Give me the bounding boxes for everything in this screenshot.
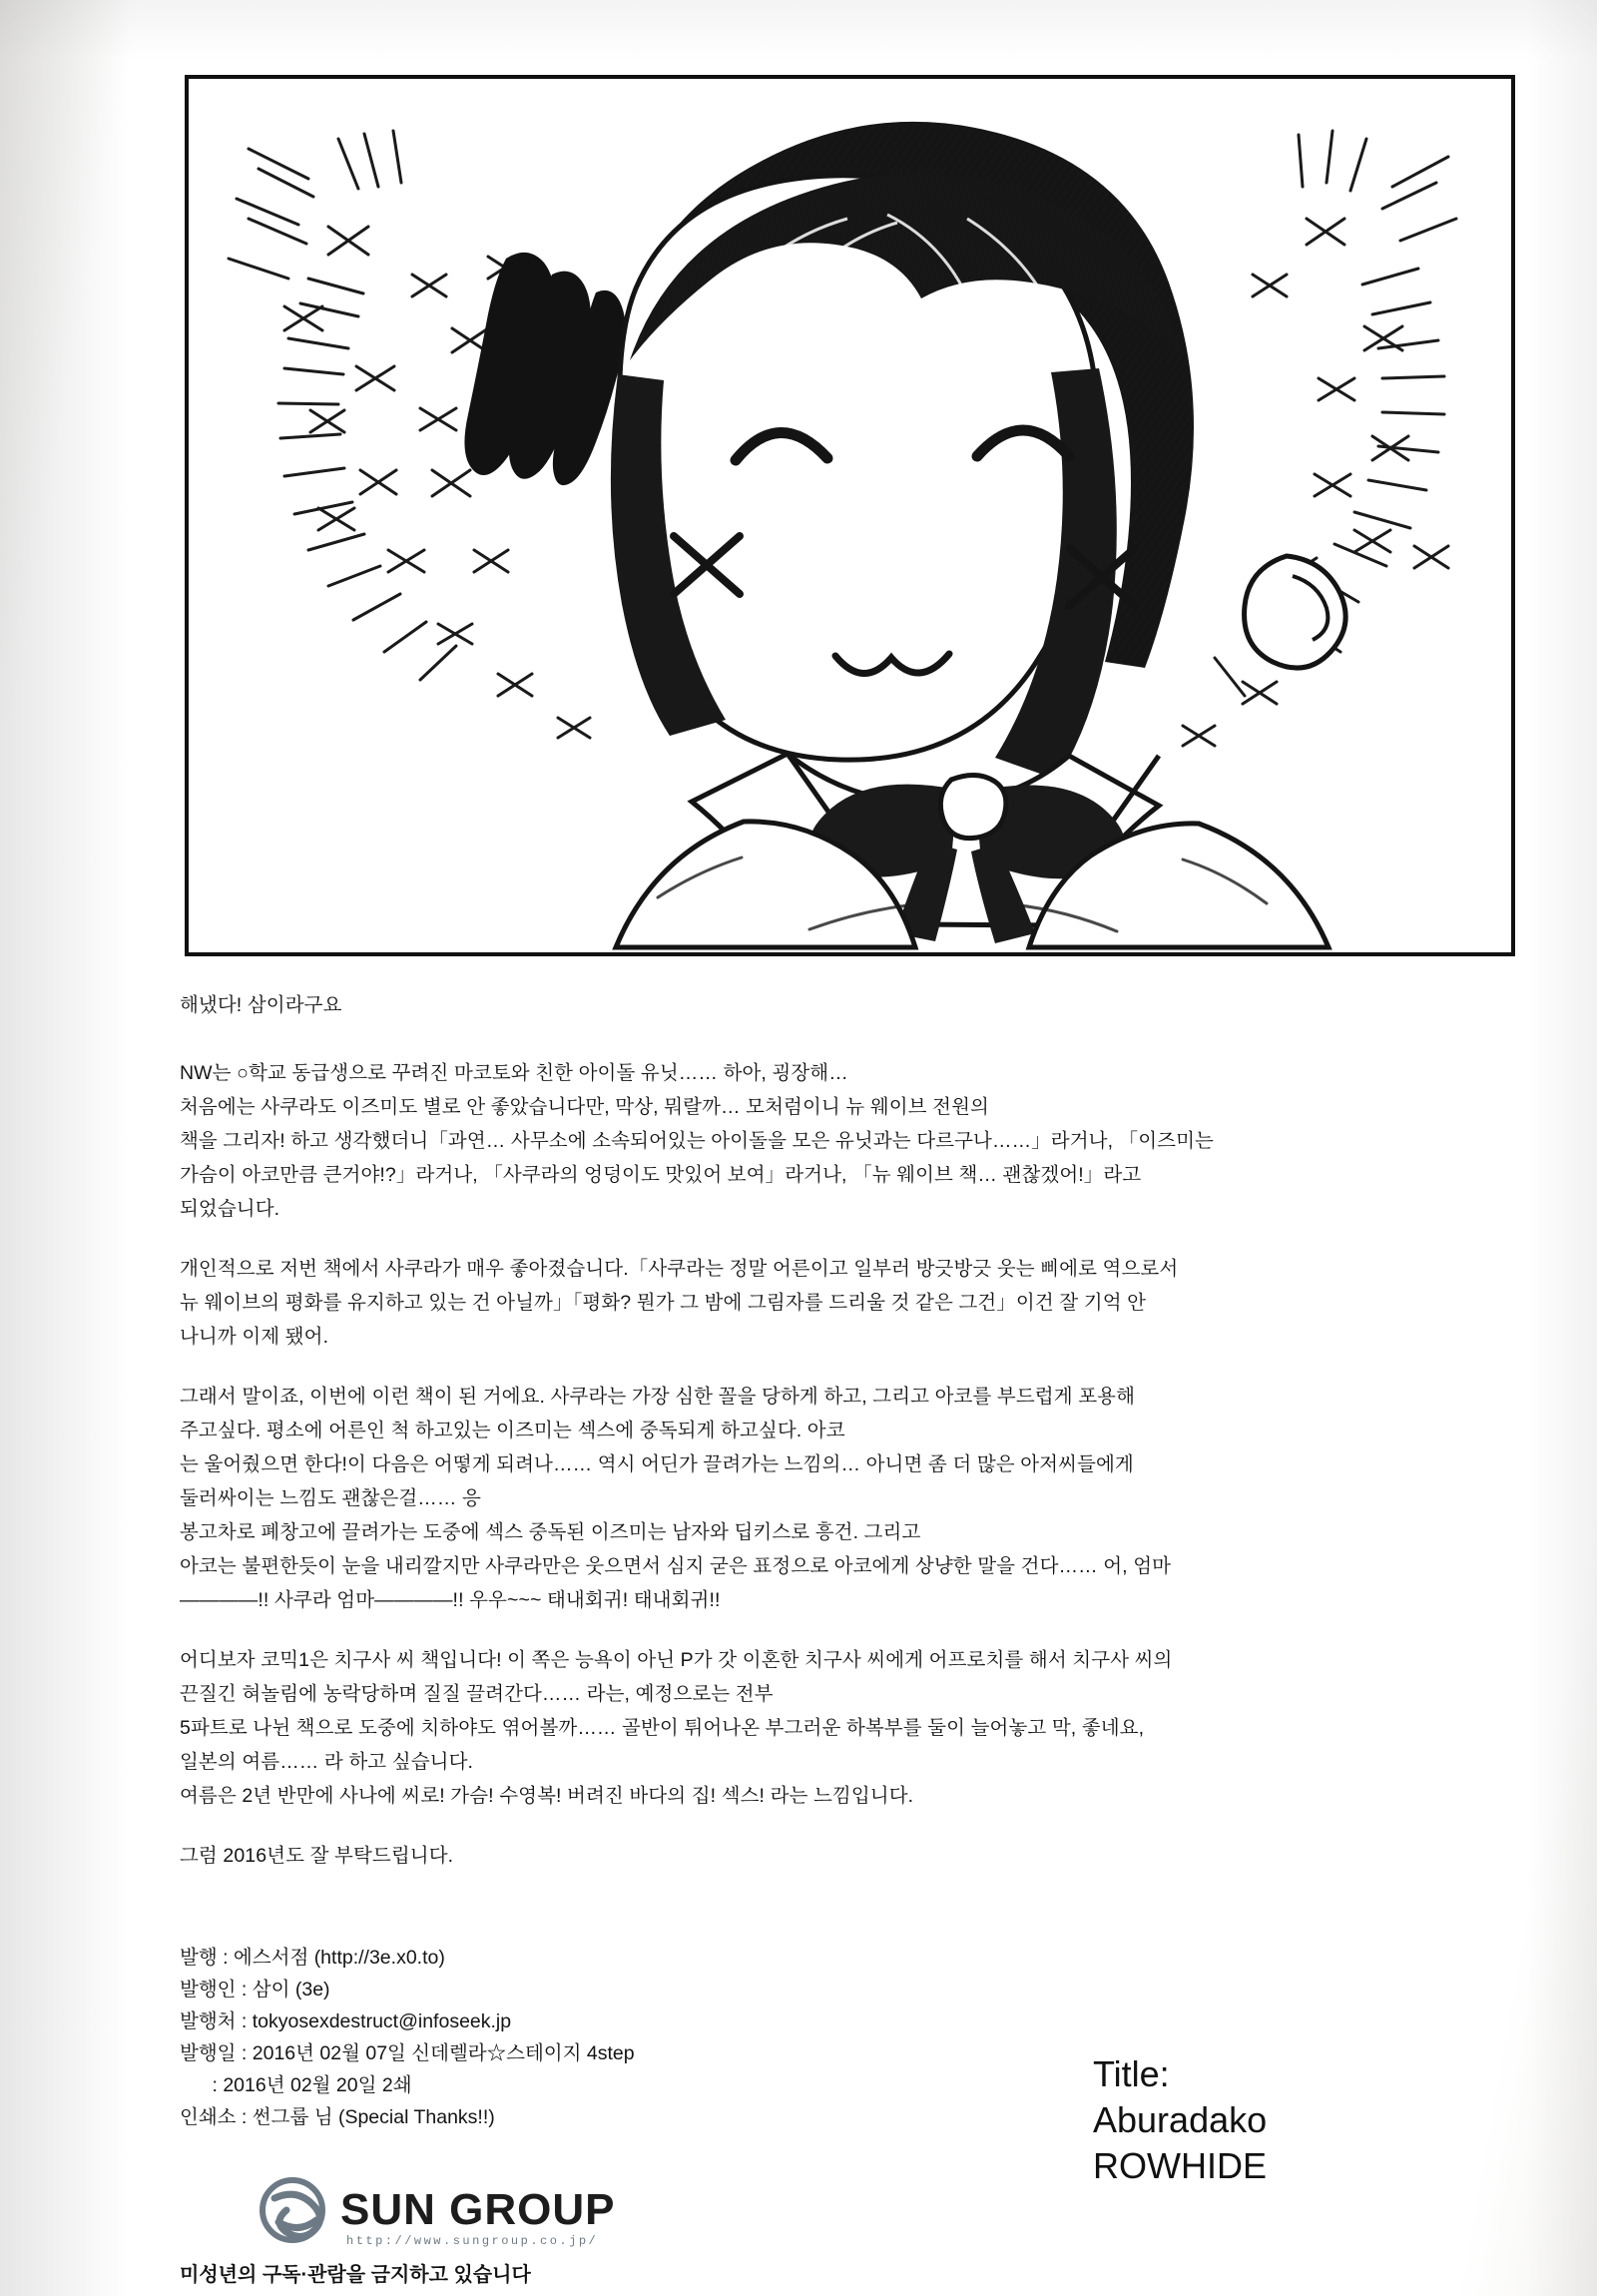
- sun-group-logo: [255, 2176, 734, 2254]
- title-label: Title:: [1093, 2053, 1170, 2094]
- title-block: [1093, 2051, 1422, 2189]
- colophon-line-date-2: : 2016년 02월 20일 2쇄: [180, 2074, 412, 2096]
- title-line-1: Aburadako: [1093, 2099, 1268, 2140]
- paragraph-5: 그럼 2016년도 잘 부탁드립니다.: [180, 1845, 454, 1867]
- scan-shadow-left: [0, 0, 130, 2296]
- document-body: [180, 988, 1497, 1899]
- colophon-line-author: 발행인 : 삼이 (3e): [180, 1979, 330, 2001]
- colophon-line-contact: 발행처 : tokyosexdestruct@infoseek.jp: [180, 2010, 512, 2032]
- colophon: [180, 1942, 938, 2133]
- title-line-2: ROWHIDE: [1093, 2145, 1267, 2186]
- paragraph-2: 개인적으로 저번 책에서 사쿠라가 매우 좋아졌습니다.「사쿠라는 정말 어른이고 일부러 방긋방긋 웃는 삐에로 역으로서 뉴 웨이브의 평화를 유지하고 있는 건 아닐까」「평화? 뭔가 그 밤에 그림자를 드리울 것 같은 그건」이건 잘 기억 안 나니까 이제 됐어.: [180, 1258, 1179, 1348]
- colophon-line-printer: 인쇄소 : 썬그룹 님 (Special Thanks!!): [180, 2106, 495, 2128]
- illustration-panel: [185, 75, 1515, 956]
- scan-shadow-right: [1527, 0, 1597, 2296]
- caption: 해냈다! 삼이라구요: [180, 994, 342, 1016]
- footer-note: 미성년의 구독·관람을 금지하고 있습니다: [180, 2264, 531, 2286]
- scan-shadow-top: [0, 0, 1597, 60]
- logo-mark: [263, 2180, 322, 2240]
- svg-text:SUN GROUP: SUN GROUP: [340, 2185, 616, 2234]
- paragraph-1: NW는 ○학교 동급생으로 꾸려진 마코토와 친한 아이돌 유닛…… 하아, 굉장해… 처음에는 사쿠라도 이즈미도 별로 안 좋았습니다만, 막상, 뭐랄까… 모처럼이니 뉴 웨이브 전원의 책을 그리자! 하고 생각했더니「과연… 사무소에 소속되어있는 아이돌을 모은 유닛과는 다르구나……」라거나, 「이즈미는 가슴이 아코만큼 큰거야!?」라거나, 「사쿠라의 엉덩이도 맛있어 보여」라거나, 「뉴 웨이브 책… 괜찮겠어!」라고 되었습니다.: [180, 1062, 1214, 1220]
- svg-text:http://www.sungroup.co.jp/: http://www.sungroup.co.jp/: [346, 2234, 599, 2248]
- colophon-line-date-1: 발행일 : 2016년 02월 07일 신데렐라☆스테이지 4step: [180, 2042, 635, 2064]
- paragraph-3: 그래서 말이죠, 이번에 이런 책이 된 거에요. 사쿠라는 가장 심한 꼴을 당하게 하고, 그리고 아코를 부드럽게 포용해 주고싶다. 평소에 어른인 척 하고있는 이즈미는 섹스에 중독되게 하고싶다. 아코 는 울어줬으면 한다!이 다음은 어떻게 되려나…… 역시 어딘가 끌려가는 느낌의… 아니면 좀 더 많은 아저씨들에게 둘러싸이는 느낌도 괜찮은걸…… 응 봉고차로 폐창고에 끌려가는 도중에 섹스 중독된 이즈미는 남자와 딥키스로 흥건. 그리고 아코는 불편한듯이 눈을 내리깔지만 사쿠라만은 웃으면서 심지 굳은 표정으로 아코에게 상냥한 말을 건다…… 어, 엄마 ————!! 사쿠라 엄마————!! 우우~~~ 태내회귀! 태내회귀!!: [180, 1386, 1172, 1611]
- paragraph-4: 어디보자 코믹1은 치구사 씨 책입니다! 이 쪽은 능욕이 아닌 P가 갓 이혼한 치구사 씨에게 어프로치를 해서 치구사 씨의 끈질긴 혀놀림에 농락당하며 질질 끌려간다…… 라는, 예정으로는 전부 5파트로 나뉜 책으로 도중에 치하야도 엮어볼까…… 골반이 튀어나온 부그러운 하복부를 둘이 늘어놓고 막, 좋네요, 일본의 여름…… 라 하고 싶습니다. 여름은 2년 반만에 사나에 씨로! 가슴! 수영복! 버려진 바다의 집! 섹스! 라는 느낌입니다.: [180, 1649, 1173, 1807]
- colophon-line-publisher: 발행 : 에스서점 (http://3e.x0.to): [180, 1947, 445, 1969]
